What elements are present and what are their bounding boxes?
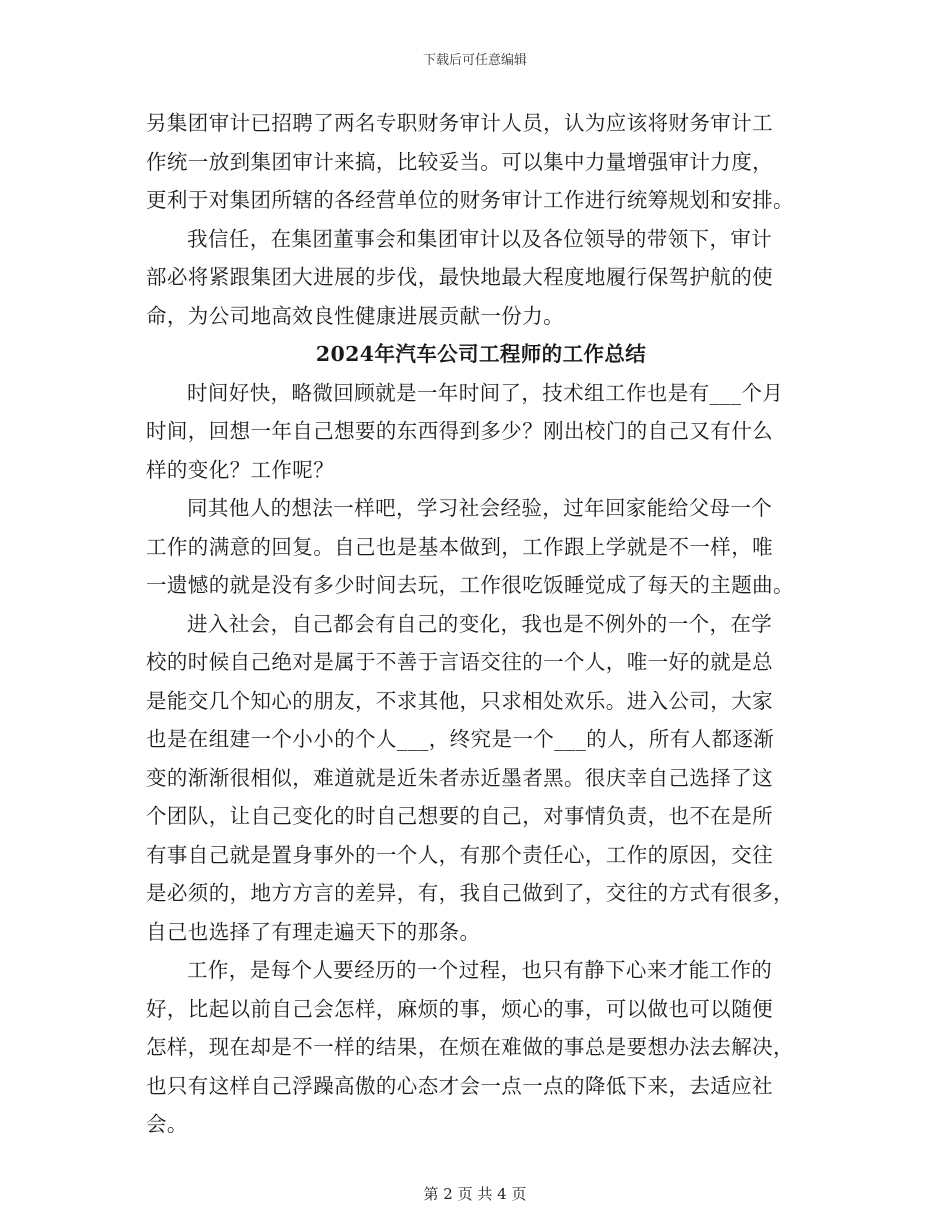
paragraph <box>146 104 816 220</box>
text-line: 会。 <box>146 1112 188 1136</box>
section-title: 2024年汽车公司工程师的工作总结 <box>315 342 647 366</box>
paragraph <box>146 374 816 490</box>
text-line: 另集团审计已招聘了两名专职财务审计人员，认为应该将财务审计工 <box>146 111 773 135</box>
paragraph <box>146 489 816 605</box>
text-line: 工作的满意的回复。自己也是基本做到，工作跟上学就是不一样，唯 <box>146 534 773 559</box>
paragraph <box>146 951 816 1144</box>
summary-paragraphs <box>146 374 816 1144</box>
text-line: 作统一放到集团审计来搞，比较妥当。可以集中力量增强审计力度， <box>146 149 773 174</box>
text-line: 进入社会，自己都会有自己的变化，我也是不例外的一个，在学 <box>187 611 773 636</box>
page-header: 下载后可任意编辑 <box>422 53 527 68</box>
page-footer: 第 2 页 共 4 页 <box>423 1185 527 1203</box>
text-line: 自己也选择了有理走遍天下的那条。 <box>146 919 481 944</box>
text-line: 校的时候自己绝对是属于不善于言语交往的一个人，唯一好的就是总 <box>146 650 773 674</box>
text-line: 也是在组建一个小小的个人___，终究是一个___的人，所有人都逐渐 <box>146 727 775 751</box>
document-body <box>146 104 816 1144</box>
text-line: 怎样，现在却是不一样的结果，在烦在难做的事总是要想办法去解决， <box>146 1035 794 1059</box>
text-line: 工作，是每个人要经历的一个过程，也只有静下心来才能工作的 <box>187 958 773 982</box>
text-line: 是必须的，地方方言的差异，有，我自己做到了，交往的方式有很多， <box>146 881 794 905</box>
text-line: 一遗憾的就是没有多少时间去玩，工作很吃饭睡觉成了每天的主题曲。 <box>146 573 794 597</box>
text-line: 同其他人的想法一样吧，学习社会经验，过年回家能给父母一个 <box>187 496 773 520</box>
text-line: 更利于对集团所辖的各经营单位的财务审计工作进行统筹规划和安排。 <box>146 188 794 212</box>
text-line: 我信任，在集团董事会和集团审计以及各位领导的带领下，审计 <box>187 226 773 251</box>
text-line: 有事自己就是置身事外的一个人，有那个责任心，工作的原因，交往 <box>146 842 773 867</box>
text-line: 样的变化？工作呢？ <box>146 457 335 482</box>
continued-paragraphs <box>146 104 816 335</box>
text-line: 变的渐渐很相似，难道就是近朱者赤近墨者黑。很庆幸自己选择了这 <box>146 765 773 790</box>
paragraph <box>146 220 816 336</box>
text-line: 好，比起以前自己会怎样，麻烦的事，烦心的事，可以做也可以随便 <box>146 996 773 1021</box>
paragraph <box>146 605 816 952</box>
text-line: 也只有这样自己浮躁高傲的心态才会一点一点的降低下来，去适应社 <box>146 1073 773 1098</box>
text-line: 时间，回想一年自己想要的东西得到多少？刚出校门的自己又有什么 <box>146 419 773 443</box>
text-line: 个团队，让自己变化的时自己想要的自己，对事情负责，也不在是所 <box>146 804 773 828</box>
text-line: 是能交几个知心的朋友，不求其他，只求相处欢乐。进入公司，大家 <box>146 688 773 713</box>
text-line: 时间好快，略微回顾就是一年时间了，技术组工作也是有___个月 <box>187 380 784 405</box>
text-line: 命，为公司地高效良性健康进展贡献一份力。 <box>146 303 564 328</box>
text-line: 部必将紧跟集团大进展的步伐，最快地最大程度地履行保驾护航的使 <box>146 265 773 289</box>
